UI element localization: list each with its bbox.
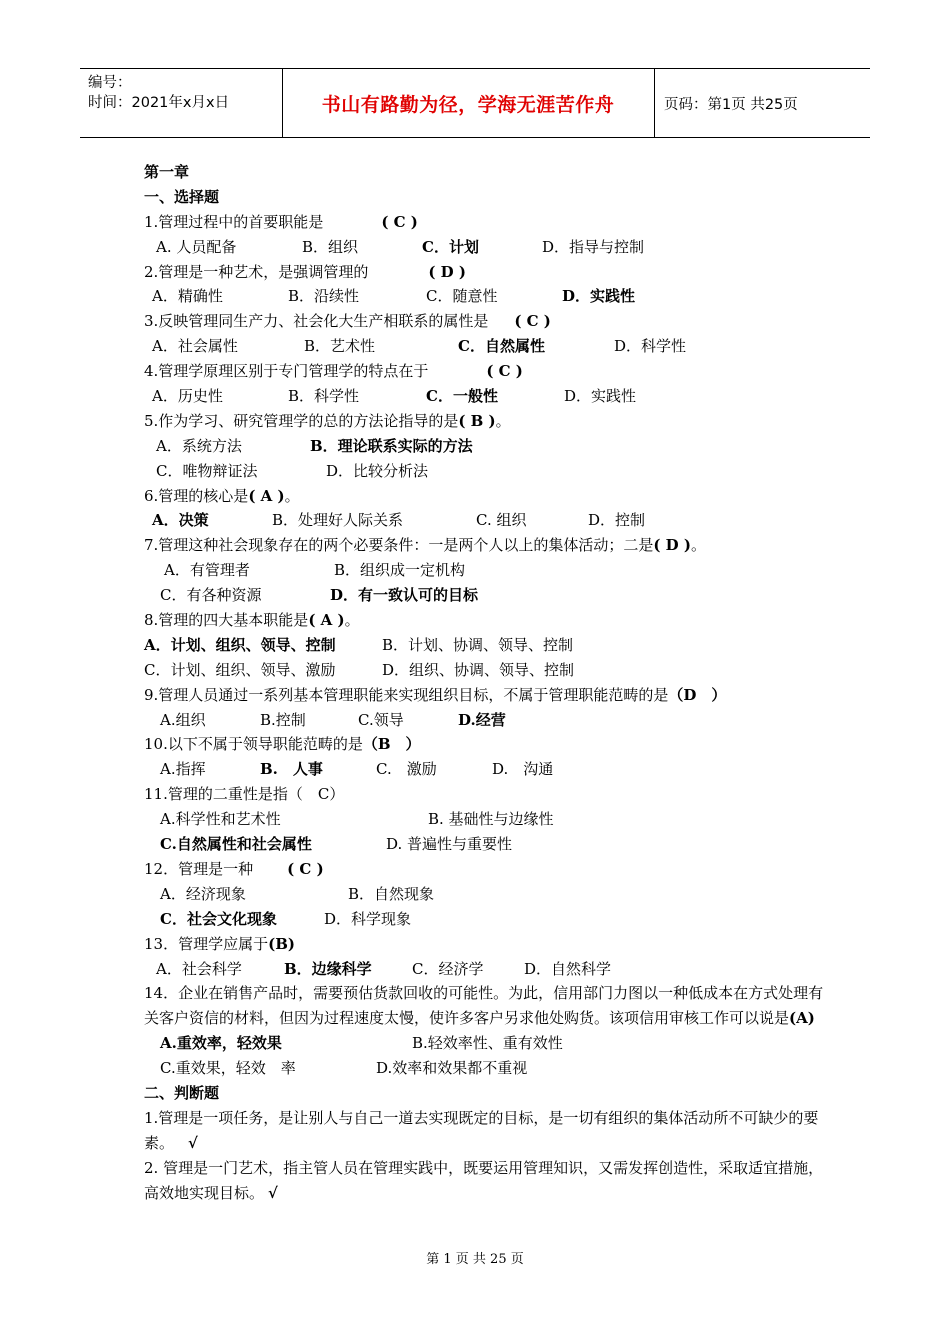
section-title: 一、选择题 [144,187,220,206]
option-d: D．有一致认可的目标 [330,586,479,605]
option-a: A.组织 [160,710,206,729]
answer: ( C ) [287,859,324,878]
option-c: C．有各种资源 [160,586,262,605]
answer: (A) [789,1009,815,1028]
option-c: C．唯物辩证法 [156,461,258,480]
answer: （B ） [362,735,421,754]
option-a: A.科学性和艺术性 [160,810,281,829]
options-row [144,708,824,733]
option-d: D．比较分析法 [326,461,429,480]
option-d: D．科学现象 [324,909,412,928]
options-row [144,757,824,782]
options-row [144,284,824,309]
option-d: D．实践性 [562,287,636,306]
judgment-item [144,1106,824,1156]
option-b: B．自然现象 [348,884,435,903]
options-row [144,1031,824,1056]
option-a: A. 人员配备 [156,237,237,256]
option-b: B．艺术性 [304,337,376,356]
question [144,309,824,334]
answer: (B) [268,934,295,953]
option-b: B．理论联系实际的方法 [310,436,473,455]
answer: ( C ) [514,312,551,331]
options-row [144,508,824,533]
options-row [144,882,824,907]
option-b: B. 人事 [260,760,323,779]
header-motto: 书山有路勤为径，学海无涯苦作舟 [321,93,615,116]
question [144,409,824,434]
options-row [144,658,824,683]
document-body [144,160,824,1206]
answer: ( C ) [486,362,523,381]
option-b: B．计划、协调、领导、控制 [382,635,574,654]
option-a: A．决策 [152,511,209,530]
question-text: 12．管理是一种 [144,859,254,878]
page-footer: 第 1 页 共 25 页 [426,1252,524,1267]
header-meta [88,73,229,113]
question [144,359,824,384]
option-a: A.重效率，轻效果 [160,1034,282,1053]
option-d: D. 普遍性与重要性 [386,835,513,854]
question [144,732,824,757]
options-row [144,434,824,459]
option-c: C．自然属性 [458,337,545,356]
option-b: B．科学性 [288,387,360,406]
options-row [144,832,824,857]
option-c: C.重效果，轻效 率 [160,1059,296,1078]
document-header [80,68,870,138]
options-row [144,334,824,359]
options-row [144,1056,824,1081]
punctuation: 。 [284,486,300,505]
option-b: B．组织 [302,237,359,256]
option-c: C．随意性 [426,287,498,306]
answer: ( C ) [381,212,418,231]
options-row [144,907,824,932]
question [144,683,824,708]
options-row [144,558,824,583]
question-text: 11.管理的二重性是指（ C） [144,785,345,804]
options-row [144,459,824,484]
options-row [144,384,824,409]
chapter-title: 第一章 [144,163,190,181]
question [144,533,824,558]
judgment-text: 2. 管理是一门艺术，指主管人员在管理实践中，既要运用管理知识，又需发挥创造性，采取适宜措施，高效地实现目标。 [144,1158,824,1202]
punctuation: 。 [690,536,706,555]
option-c: C．计划、组织、领导、激励 [144,660,336,679]
question-text: 6.管理的核心是 [144,486,249,505]
option-a: A．历史性 [152,387,223,406]
date-label: 时间：2021年x月x日 [88,95,230,111]
options-row [144,633,824,658]
question [144,260,824,285]
option-d: D．指导与控制 [542,237,645,256]
option-b: B.控制 [260,710,306,729]
option-a: A．精确性 [152,287,223,306]
header-divider [654,69,655,137]
question [144,932,824,957]
option-a: A.指挥 [160,760,206,779]
options-row [144,807,824,832]
answer: ( D ) [653,536,691,555]
option-b: B．沿续性 [288,287,360,306]
question [144,981,824,1031]
option-d: D．控制 [588,511,646,530]
option-a: A．有管理者 [164,561,250,580]
question-text: 10.以下不属于领导职能范畴的是 [144,735,363,754]
question-text: 1.管理过程中的首要职能是 [144,212,324,231]
option-d: D.效率和效果都不重视 [376,1059,528,1078]
option-c: C. 组织 [476,511,527,530]
question-text: 13．管理学应属于 [144,934,269,953]
options-row [144,235,824,260]
punctuation: 。 [344,611,360,630]
question-text: 2.管理是一种艺术，是强调管理的 [144,262,369,281]
answer: ( D ) [428,262,466,281]
options-row [144,583,824,608]
judgment-item [144,1156,824,1206]
question [144,857,824,882]
question-text: 14．企业在销售产品时，需要预估货款回收的可能性。为此，信用部门力图以一种低成本在方式处理有关客户资信的材料，但因为过程速度太慢，使许多客户另求他处购货。该项信用审核工作可以说是 [144,984,824,1028]
answer: ( A ) [248,486,285,505]
question-text: 7.管理这种社会现象存在的两个必要条件：一是两个人以上的集体活动；二是 [144,536,654,555]
option-c: C.领导 [358,710,404,729]
option-c: C.自然属性和社会属性 [160,835,312,854]
option-a: A．计划、组织、领导、控制 [144,635,336,654]
judgment-text: 1.管理是一项任务，是让别人与自己一道去实现既定的目标，是一切有组织的集体活动所不可缺少的要素。 [144,1108,819,1152]
option-c: C．社会文化现象 [160,909,277,928]
option-d: D.经营 [458,710,506,729]
option-a: A．社会属性 [152,337,238,356]
answer: （D ） [668,685,727,704]
option-d: D．实践性 [564,387,637,406]
question-text: 5.作为学习、研究管理学的总的方法论指导的是 [144,411,459,430]
option-b: B．边缘科学 [284,959,372,978]
check-mark: √ [188,1133,198,1152]
option-d: D．科学性 [614,337,687,356]
question [144,782,824,807]
option-b: B.轻效率性、重有效性 [412,1034,563,1053]
question-text: 9.管理人员通过一系列基本管理职能来实现组织目标，不属于管理职能范畴的是 [144,685,669,704]
question-text: 3.反映管理同生产力、社会化大生产相联系的属性是 [144,312,489,331]
question [144,484,824,509]
option-a: A．经济现象 [160,884,246,903]
question [144,210,824,235]
options-row [144,957,824,982]
section-title: 二、判断题 [144,1083,220,1102]
option-a: A．社会科学 [156,959,242,978]
option-c: C．一般性 [426,387,498,406]
answer: ( B ) [458,411,496,430]
option-c: C．经济学 [412,959,484,978]
answer: ( A ) [308,611,345,630]
question [144,608,824,633]
question-text: 8.管理的四大基本职能是 [144,611,309,630]
option-b: B．组织成一定机构 [334,561,466,580]
option-b: B．处理好人际关系 [272,511,404,530]
option-c: C．计划 [422,237,479,256]
option-a: A．系统方法 [156,436,242,455]
page-label: 页码：第1页 共25页 [664,96,798,113]
number-label: 编号： [88,75,132,91]
option-d: D．自然科学 [524,959,612,978]
option-d: D．组织、协调、领导、控制 [382,660,575,679]
question-text: 4.管理学原理区别于专门管理学的特点在于 [144,362,429,381]
option-b: B. 基础性与边缘性 [428,810,554,829]
option-c: C. 激励 [376,760,437,779]
punctuation: 。 [495,411,511,430]
option-d: D. 沟通 [492,760,554,779]
check-mark: √ [268,1183,278,1202]
